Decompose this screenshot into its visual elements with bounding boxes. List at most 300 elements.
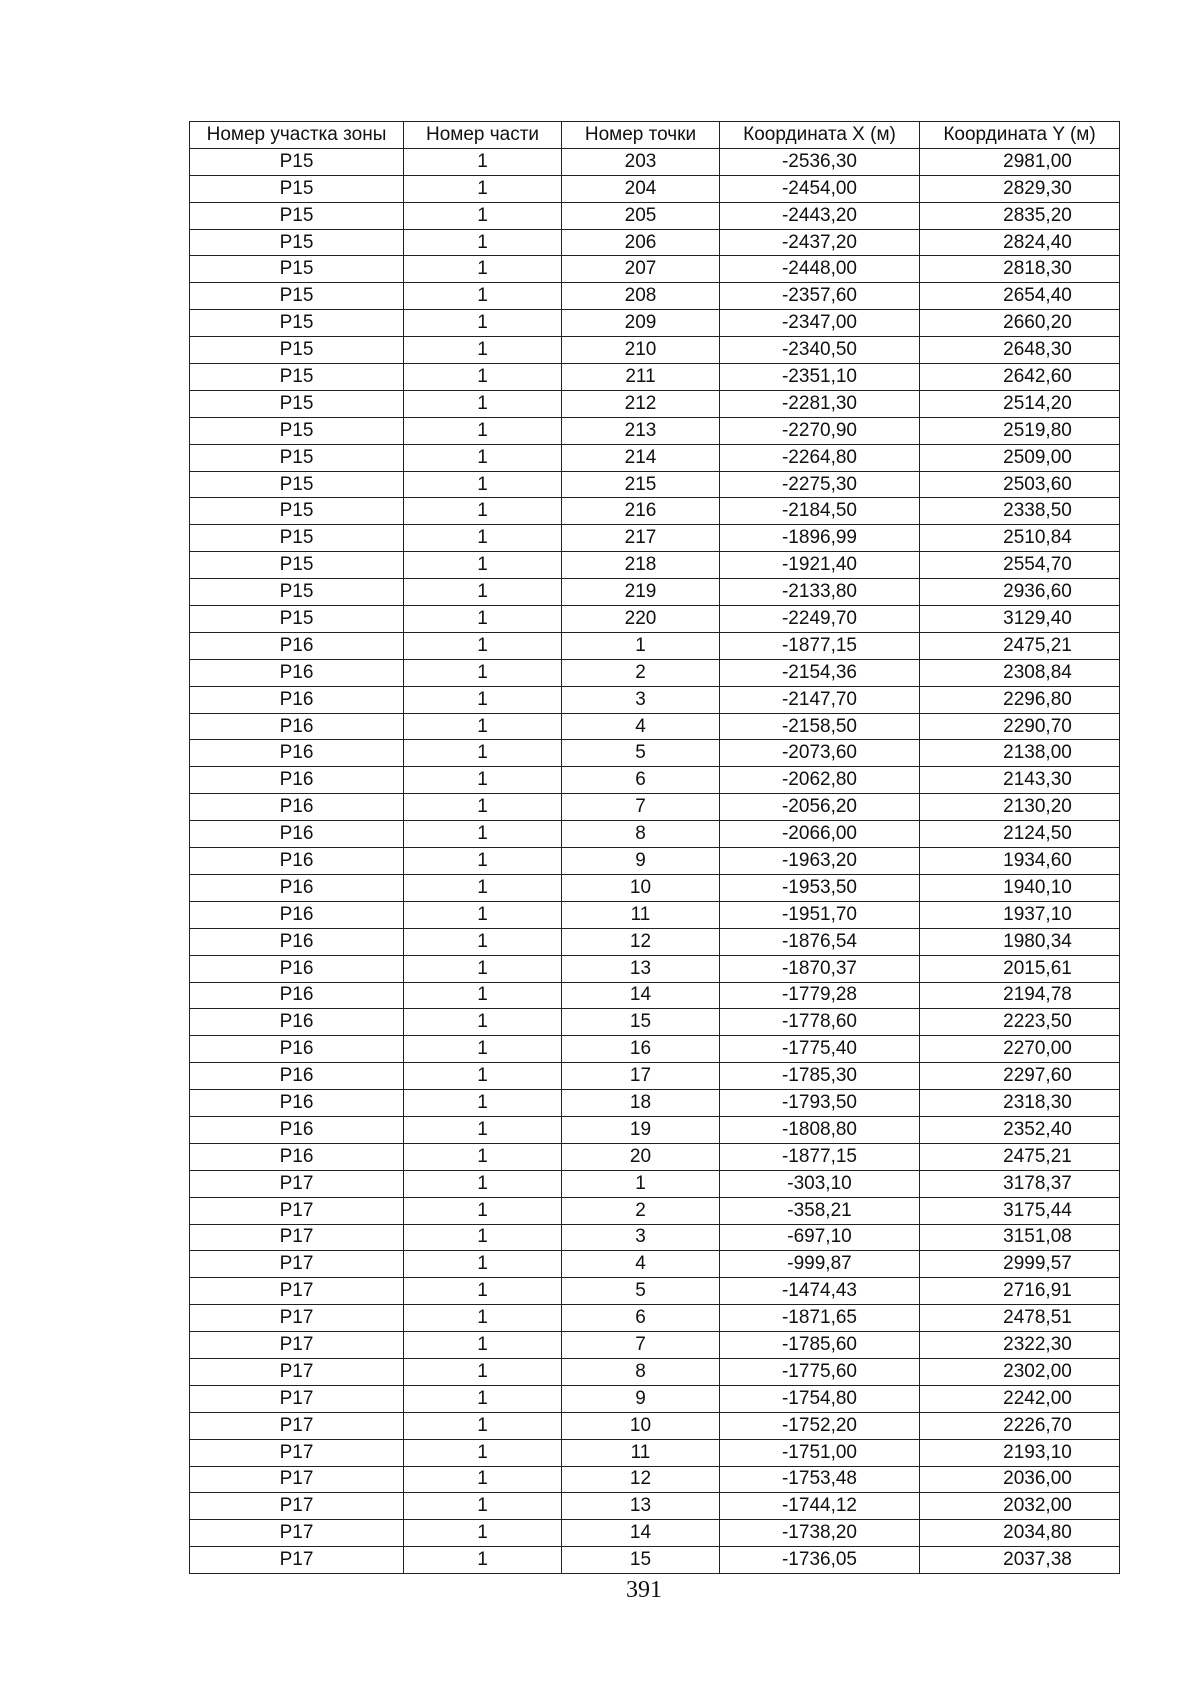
table-row <box>190 713 1120 740</box>
cell-zone-section: Р16 <box>190 1143 404 1170</box>
cell-coordinate-x: -1754,80 <box>720 1385 920 1412</box>
cell-point-number: 217 <box>562 525 720 552</box>
table-row <box>190 417 1120 444</box>
cell-coordinate-x: -2073,60 <box>720 740 920 767</box>
table-row <box>190 202 1120 229</box>
table-row <box>190 1009 1120 1036</box>
cell-coordinate-x: -1870,37 <box>720 955 920 982</box>
table-row <box>190 1197 1120 1224</box>
cell-zone-section: Р17 <box>190 1278 404 1305</box>
cell-part-number: 1 <box>404 874 562 901</box>
cell-part-number: 1 <box>404 337 562 364</box>
cell-zone-section: Р16 <box>190 901 404 928</box>
cell-coordinate-x: -1963,20 <box>720 848 920 875</box>
cell-coordinate-x: -2133,80 <box>720 579 920 606</box>
cell-coordinate-x: -1808,80 <box>720 1116 920 1143</box>
cell-coordinate-y: 2308,84 <box>920 659 1120 686</box>
cell-point-number: 14 <box>562 982 720 1009</box>
table-row <box>190 901 1120 928</box>
header-row <box>190 122 1120 149</box>
cell-coordinate-y: 2999,57 <box>920 1251 1120 1278</box>
table-row <box>190 390 1120 417</box>
cell-coordinate-y: 2193,10 <box>920 1439 1120 1466</box>
cell-part-number: 1 <box>404 390 562 417</box>
cell-part-number: 1 <box>404 1332 562 1359</box>
cell-part-number: 1 <box>404 1547 562 1574</box>
cell-coordinate-x: -2437,20 <box>720 229 920 256</box>
cell-coordinate-y: 2478,51 <box>920 1305 1120 1332</box>
cell-coordinate-y: 2824,40 <box>920 229 1120 256</box>
cell-point-number: 4 <box>562 713 720 740</box>
cell-part-number: 1 <box>404 1385 562 1412</box>
cell-point-number: 1 <box>562 632 720 659</box>
cell-coordinate-x: -1779,28 <box>720 982 920 1009</box>
cell-part-number: 1 <box>404 229 562 256</box>
cell-coordinate-x: -1871,65 <box>720 1305 920 1332</box>
cell-part-number: 1 <box>404 1466 562 1493</box>
cell-part-number: 1 <box>404 1170 562 1197</box>
cell-coordinate-y: 2818,30 <box>920 256 1120 283</box>
table-row <box>190 552 1120 579</box>
cell-point-number: 2 <box>562 1197 720 1224</box>
header-point-number: Номер точки <box>562 122 720 149</box>
table-row <box>190 175 1120 202</box>
cell-zone-section: Р15 <box>190 417 404 444</box>
cell-zone-section: Р17 <box>190 1305 404 1332</box>
cell-part-number: 1 <box>404 606 562 633</box>
cell-zone-section: Р16 <box>190 632 404 659</box>
cell-point-number: 13 <box>562 1493 720 1520</box>
cell-part-number: 1 <box>404 498 562 525</box>
cell-coordinate-y: 2032,00 <box>920 1493 1120 1520</box>
table-row <box>190 1063 1120 1090</box>
cell-coordinate-y: 2138,00 <box>920 740 1120 767</box>
cell-part-number: 1 <box>404 982 562 1009</box>
cell-point-number: 3 <box>562 1224 720 1251</box>
cell-part-number: 1 <box>404 1197 562 1224</box>
cell-part-number: 1 <box>404 1278 562 1305</box>
cell-coordinate-y: 2554,70 <box>920 552 1120 579</box>
cell-coordinate-y: 2660,20 <box>920 310 1120 337</box>
table-row <box>190 848 1120 875</box>
table-row <box>190 1520 1120 1547</box>
cell-zone-section: Р17 <box>190 1520 404 1547</box>
table-row <box>190 767 1120 794</box>
cell-part-number: 1 <box>404 1412 562 1439</box>
cell-part-number: 1 <box>404 1439 562 1466</box>
table-row <box>190 1547 1120 1574</box>
header-coordinate-y: Координата Y (м) <box>920 122 1120 149</box>
cell-zone-section: Р15 <box>190 310 404 337</box>
cell-coordinate-x: -1778,60 <box>720 1009 920 1036</box>
cell-part-number: 1 <box>404 928 562 955</box>
cell-coordinate-y: 2242,00 <box>920 1385 1120 1412</box>
cell-point-number: 212 <box>562 390 720 417</box>
table-row <box>190 444 1120 471</box>
table-row <box>190 928 1120 955</box>
cell-zone-section: Р16 <box>190 1063 404 1090</box>
cell-coordinate-x: -1921,40 <box>720 552 920 579</box>
cell-coordinate-x: -2275,30 <box>720 471 920 498</box>
coordinates-table <box>189 121 1120 1574</box>
cell-coordinate-y: 2015,61 <box>920 955 1120 982</box>
table-row <box>190 955 1120 982</box>
table-row <box>190 659 1120 686</box>
cell-coordinate-y: 2642,60 <box>920 364 1120 391</box>
cell-zone-section: Р15 <box>190 579 404 606</box>
cell-zone-section: Р16 <box>190 686 404 713</box>
table-header <box>190 122 1120 149</box>
cell-coordinate-y: 2510,84 <box>920 525 1120 552</box>
cell-zone-section: Р16 <box>190 928 404 955</box>
table-row <box>190 1358 1120 1385</box>
cell-coordinate-y: 2475,21 <box>920 632 1120 659</box>
cell-coordinate-x: -999,87 <box>720 1251 920 1278</box>
table-row <box>190 1116 1120 1143</box>
cell-coordinate-y: 2143,30 <box>920 767 1120 794</box>
cell-coordinate-y: 2124,50 <box>920 821 1120 848</box>
cell-part-number: 1 <box>404 1358 562 1385</box>
cell-point-number: 203 <box>562 148 720 175</box>
cell-zone-section: Р16 <box>190 767 404 794</box>
cell-part-number: 1 <box>404 659 562 686</box>
cell-coordinate-y: 2519,80 <box>920 417 1120 444</box>
cell-point-number: 5 <box>562 1278 720 1305</box>
cell-point-number: 205 <box>562 202 720 229</box>
cell-coordinate-x: -2443,20 <box>720 202 920 229</box>
table-row <box>190 1385 1120 1412</box>
cell-zone-section: Р15 <box>190 390 404 417</box>
cell-part-number: 1 <box>404 364 562 391</box>
cell-part-number: 1 <box>404 1305 562 1332</box>
cell-point-number: 213 <box>562 417 720 444</box>
cell-coordinate-y: 2514,20 <box>920 390 1120 417</box>
cell-zone-section: Р17 <box>190 1412 404 1439</box>
cell-zone-section: Р16 <box>190 1116 404 1143</box>
cell-part-number: 1 <box>404 579 562 606</box>
cell-part-number: 1 <box>404 1063 562 1090</box>
cell-part-number: 1 <box>404 471 562 498</box>
cell-part-number: 1 <box>404 552 562 579</box>
cell-coordinate-y: 2270,00 <box>920 1036 1120 1063</box>
table-row <box>190 283 1120 310</box>
cell-part-number: 1 <box>404 1116 562 1143</box>
cell-zone-section: Р16 <box>190 1036 404 1063</box>
cell-zone-section: Р16 <box>190 874 404 901</box>
cell-zone-section: Р15 <box>190 283 404 310</box>
cell-point-number: 208 <box>562 283 720 310</box>
cell-point-number: 206 <box>562 229 720 256</box>
cell-coordinate-y: 2297,60 <box>920 1063 1120 1090</box>
cell-coordinate-y: 1937,10 <box>920 901 1120 928</box>
cell-coordinate-y: 2296,80 <box>920 686 1120 713</box>
table-row <box>190 1143 1120 1170</box>
cell-coordinate-x: -358,21 <box>720 1197 920 1224</box>
table-row <box>190 1036 1120 1063</box>
cell-coordinate-x: -1876,54 <box>720 928 920 955</box>
cell-coordinate-y: 2835,20 <box>920 202 1120 229</box>
cell-coordinate-y: 2716,91 <box>920 1278 1120 1305</box>
cell-coordinate-y: 2509,00 <box>920 444 1120 471</box>
cell-point-number: 220 <box>562 606 720 633</box>
cell-part-number: 1 <box>404 740 562 767</box>
table-row <box>190 498 1120 525</box>
cell-part-number: 1 <box>404 1520 562 1547</box>
cell-point-number: 7 <box>562 1332 720 1359</box>
cell-coordinate-x: -1775,40 <box>720 1036 920 1063</box>
cell-zone-section: Р16 <box>190 955 404 982</box>
cell-zone-section: Р15 <box>190 229 404 256</box>
cell-coordinate-x: -1753,48 <box>720 1466 920 1493</box>
cell-coordinate-x: -2340,50 <box>720 337 920 364</box>
cell-point-number: 210 <box>562 337 720 364</box>
cell-zone-section: Р17 <box>190 1224 404 1251</box>
cell-point-number: 19 <box>562 1116 720 1143</box>
table-row <box>190 229 1120 256</box>
cell-point-number: 9 <box>562 1385 720 1412</box>
cell-coordinate-y: 2130,20 <box>920 794 1120 821</box>
cell-coordinate-x: -303,10 <box>720 1170 920 1197</box>
cell-coordinate-y: 2475,21 <box>920 1143 1120 1170</box>
cell-part-number: 1 <box>404 1090 562 1117</box>
cell-coordinate-x: -1793,50 <box>720 1090 920 1117</box>
cell-zone-section: Р15 <box>190 148 404 175</box>
table-row <box>190 525 1120 552</box>
table-row <box>190 606 1120 633</box>
cell-point-number: 204 <box>562 175 720 202</box>
cell-point-number: 15 <box>562 1547 720 1574</box>
cell-point-number: 4 <box>562 1251 720 1278</box>
cell-point-number: 218 <box>562 552 720 579</box>
cell-part-number: 1 <box>404 310 562 337</box>
cell-coordinate-y: 3151,08 <box>920 1224 1120 1251</box>
cell-point-number: 5 <box>562 740 720 767</box>
cell-coordinate-y: 2194,78 <box>920 982 1120 1009</box>
cell-point-number: 7 <box>562 794 720 821</box>
cell-zone-section: Р17 <box>190 1358 404 1385</box>
table-row <box>190 364 1120 391</box>
cell-coordinate-x: -1951,70 <box>720 901 920 928</box>
cell-point-number: 14 <box>562 1520 720 1547</box>
cell-point-number: 11 <box>562 1439 720 1466</box>
table-row <box>190 337 1120 364</box>
header-part-number: Номер части <box>404 122 562 149</box>
cell-point-number: 11 <box>562 901 720 928</box>
cell-coordinate-x: -2249,70 <box>720 606 920 633</box>
cell-part-number: 1 <box>404 202 562 229</box>
cell-point-number: 6 <box>562 767 720 794</box>
cell-coordinate-y: 2302,00 <box>920 1358 1120 1385</box>
cell-zone-section: Р15 <box>190 202 404 229</box>
table-row <box>190 740 1120 767</box>
table-row <box>190 794 1120 821</box>
table-row <box>190 874 1120 901</box>
table-row <box>190 1412 1120 1439</box>
cell-coordinate-y: 2037,38 <box>920 1547 1120 1574</box>
cell-zone-section: Р17 <box>190 1439 404 1466</box>
table-row <box>190 982 1120 1009</box>
cell-point-number: 211 <box>562 364 720 391</box>
cell-zone-section: Р16 <box>190 982 404 1009</box>
cell-point-number: 12 <box>562 928 720 955</box>
cell-coordinate-x: -1877,15 <box>720 1143 920 1170</box>
cell-zone-section: Р16 <box>190 713 404 740</box>
cell-coordinate-x: -1896,99 <box>720 525 920 552</box>
cell-point-number: 10 <box>562 1412 720 1439</box>
cell-coordinate-y: 3175,44 <box>920 1197 1120 1224</box>
cell-point-number: 15 <box>562 1009 720 1036</box>
cell-coordinate-y: 2338,50 <box>920 498 1120 525</box>
cell-coordinate-x: -2270,90 <box>720 417 920 444</box>
cell-part-number: 1 <box>404 283 562 310</box>
cell-coordinate-y: 2654,40 <box>920 283 1120 310</box>
table-row <box>190 1251 1120 1278</box>
cell-zone-section: Р15 <box>190 606 404 633</box>
cell-coordinate-y: 1934,60 <box>920 848 1120 875</box>
cell-zone-section: Р17 <box>190 1547 404 1574</box>
cell-part-number: 1 <box>404 686 562 713</box>
cell-coordinate-x: -1736,05 <box>720 1547 920 1574</box>
cell-part-number: 1 <box>404 1143 562 1170</box>
cell-coordinate-x: -2351,10 <box>720 364 920 391</box>
table-row <box>190 1278 1120 1305</box>
cell-part-number: 1 <box>404 1009 562 1036</box>
cell-coordinate-x: -1752,20 <box>720 1412 920 1439</box>
table-row <box>190 821 1120 848</box>
cell-coordinate-x: -2147,70 <box>720 686 920 713</box>
cell-part-number: 1 <box>404 1224 562 1251</box>
table-row <box>190 1332 1120 1359</box>
cell-zone-section: Р15 <box>190 364 404 391</box>
cell-coordinate-x: -1744,12 <box>720 1493 920 1520</box>
cell-point-number: 215 <box>562 471 720 498</box>
cell-zone-section: Р16 <box>190 794 404 821</box>
cell-coordinate-y: 1980,34 <box>920 928 1120 955</box>
cell-coordinate-x: -2184,50 <box>720 498 920 525</box>
cell-coordinate-y: 2352,40 <box>920 1116 1120 1143</box>
cell-zone-section: Р17 <box>190 1466 404 1493</box>
cell-coordinate-x: -2154,36 <box>720 659 920 686</box>
cell-coordinate-x: -1877,15 <box>720 632 920 659</box>
table-row <box>190 148 1120 175</box>
table-row <box>190 1493 1120 1520</box>
table-row <box>190 256 1120 283</box>
cell-coordinate-x: -1775,60 <box>720 1358 920 1385</box>
cell-coordinate-y: 2503,60 <box>920 471 1120 498</box>
cell-point-number: 214 <box>562 444 720 471</box>
cell-coordinate-y: 2290,70 <box>920 713 1120 740</box>
cell-coordinate-y: 3178,37 <box>920 1170 1120 1197</box>
page-number: 391 <box>626 1577 662 1603</box>
table-row <box>190 1439 1120 1466</box>
table-row <box>190 1170 1120 1197</box>
table-row <box>190 632 1120 659</box>
table-row <box>190 1224 1120 1251</box>
cell-point-number: 13 <box>562 955 720 982</box>
cell-point-number: 20 <box>562 1143 720 1170</box>
table-body <box>190 148 1120 1573</box>
table-row <box>190 1090 1120 1117</box>
header-coordinate-x: Координата X (м) <box>720 122 920 149</box>
cell-part-number: 1 <box>404 713 562 740</box>
cell-coordinate-x: -1751,00 <box>720 1439 920 1466</box>
cell-part-number: 1 <box>404 794 562 821</box>
cell-zone-section: Р15 <box>190 552 404 579</box>
cell-zone-section: Р17 <box>190 1251 404 1278</box>
table-row <box>190 1305 1120 1332</box>
cell-zone-section: Р17 <box>190 1170 404 1197</box>
cell-coordinate-y: 2036,00 <box>920 1466 1120 1493</box>
table-row <box>190 310 1120 337</box>
cell-zone-section: Р16 <box>190 1090 404 1117</box>
cell-coordinate-x: -1738,20 <box>720 1520 920 1547</box>
cell-coordinate-x: -2056,20 <box>720 794 920 821</box>
cell-coordinate-x: -1953,50 <box>720 874 920 901</box>
cell-point-number: 8 <box>562 1358 720 1385</box>
cell-coordinate-x: -2264,80 <box>720 444 920 471</box>
cell-part-number: 1 <box>404 632 562 659</box>
cell-coordinate-x: -2066,00 <box>720 821 920 848</box>
cell-coordinate-y: 2318,30 <box>920 1090 1120 1117</box>
cell-coordinate-y: 2981,00 <box>920 148 1120 175</box>
cell-coordinate-x: -2158,50 <box>720 713 920 740</box>
cell-zone-section: Р17 <box>190 1385 404 1412</box>
cell-coordinate-x: -2454,00 <box>720 175 920 202</box>
table-row <box>190 579 1120 606</box>
cell-coordinate-y: 2829,30 <box>920 175 1120 202</box>
cell-zone-section: Р16 <box>190 1009 404 1036</box>
cell-point-number: 17 <box>562 1063 720 1090</box>
cell-coordinate-y: 2648,30 <box>920 337 1120 364</box>
cell-coordinate-x: -2536,30 <box>720 148 920 175</box>
cell-coordinate-x: -2448,00 <box>720 256 920 283</box>
cell-coordinate-x: -1474,43 <box>720 1278 920 1305</box>
header-zone-section: Номер участка зоны <box>190 122 404 149</box>
cell-part-number: 1 <box>404 525 562 552</box>
cell-point-number: 9 <box>562 848 720 875</box>
cell-zone-section: Р15 <box>190 525 404 552</box>
cell-point-number: 10 <box>562 874 720 901</box>
table-row <box>190 471 1120 498</box>
cell-point-number: 209 <box>562 310 720 337</box>
cell-part-number: 1 <box>404 444 562 471</box>
cell-part-number: 1 <box>404 901 562 928</box>
cell-coordinate-y: 2223,50 <box>920 1009 1120 1036</box>
cell-coordinate-y: 3129,40 <box>920 606 1120 633</box>
cell-part-number: 1 <box>404 955 562 982</box>
cell-zone-section: Р15 <box>190 498 404 525</box>
cell-part-number: 1 <box>404 417 562 444</box>
cell-part-number: 1 <box>404 148 562 175</box>
cell-coordinate-x: -2347,00 <box>720 310 920 337</box>
cell-point-number: 1 <box>562 1170 720 1197</box>
cell-zone-section: Р15 <box>190 444 404 471</box>
cell-point-number: 207 <box>562 256 720 283</box>
cell-part-number: 1 <box>404 256 562 283</box>
cell-point-number: 18 <box>562 1090 720 1117</box>
cell-point-number: 8 <box>562 821 720 848</box>
cell-coordinate-x: -697,10 <box>720 1224 920 1251</box>
cell-coordinate-y: 2936,60 <box>920 579 1120 606</box>
cell-zone-section: Р16 <box>190 821 404 848</box>
cell-part-number: 1 <box>404 848 562 875</box>
cell-coordinate-y: 2322,30 <box>920 1332 1120 1359</box>
cell-zone-section: Р15 <box>190 471 404 498</box>
cell-part-number: 1 <box>404 767 562 794</box>
cell-part-number: 1 <box>404 821 562 848</box>
cell-zone-section: Р15 <box>190 337 404 364</box>
cell-zone-section: Р16 <box>190 740 404 767</box>
